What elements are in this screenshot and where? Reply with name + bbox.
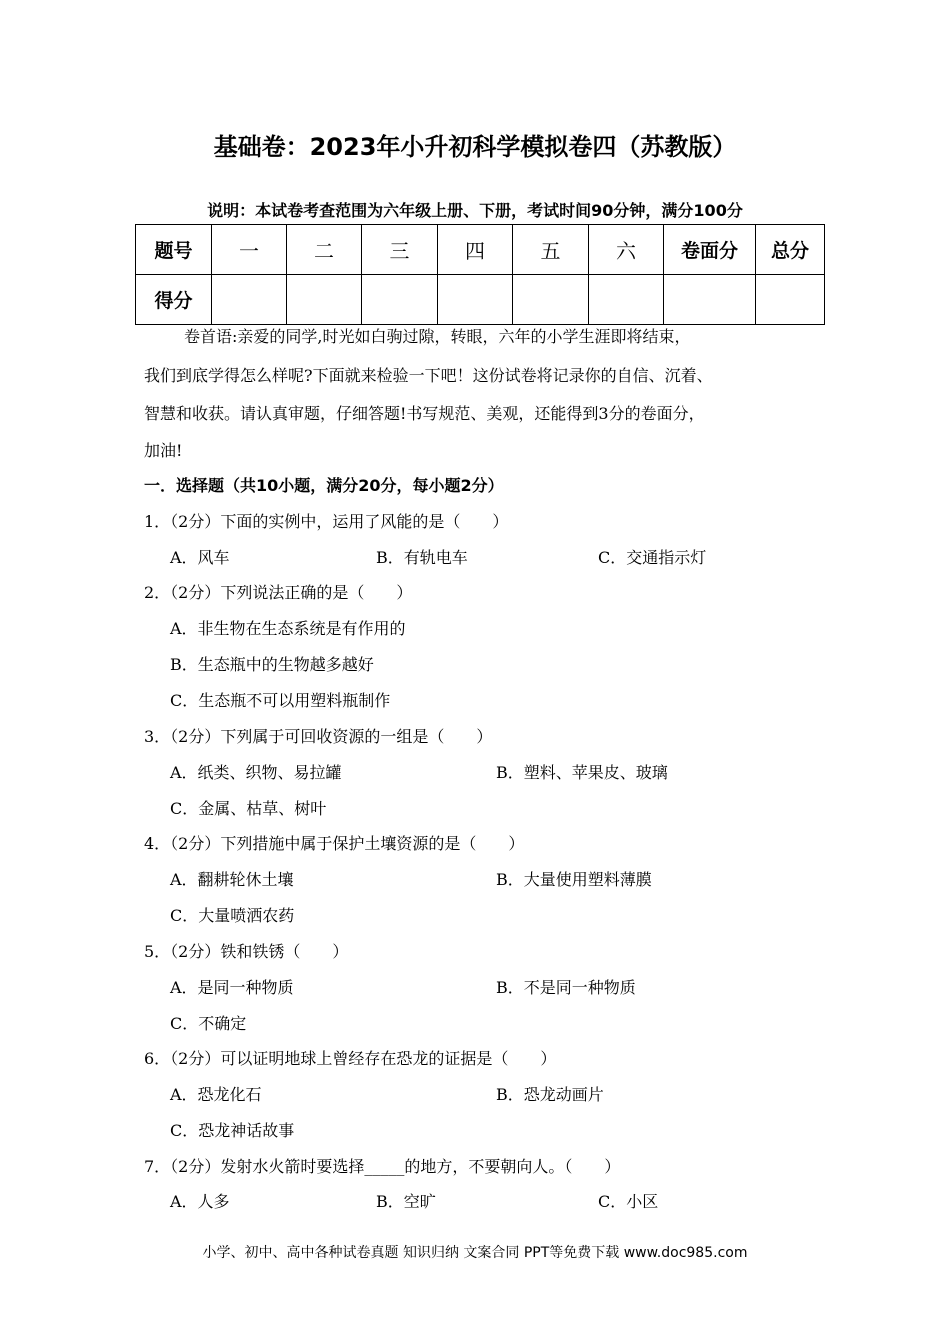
question-6-option-b: B．恐龙动画片 <box>496 1085 604 1104</box>
header-cell-question-number: 题号 <box>136 225 212 275</box>
score-table <box>135 224 825 325</box>
question-2-stem: 2．（2分）下列说法正确的是（ ） <box>144 583 413 602</box>
header-cell-presentation-score: 卷面分 <box>664 225 756 275</box>
question-1-option-c: C．交通指示灯 <box>598 548 707 567</box>
score-cell-section-1 <box>212 275 287 325</box>
score-cell-section-4 <box>438 275 513 325</box>
header-cell-section-3: 三 <box>362 225 438 275</box>
score-table-header-row <box>136 225 825 275</box>
question-4-option-b: B．大量使用塑料薄膜 <box>496 870 652 889</box>
question-1-option-a: A．风车 <box>170 548 230 567</box>
question-5-option-b: B．不是同一种物质 <box>496 978 636 997</box>
question-3-stem: 3．（2分）下列属于可回收资源的一组是（ ） <box>144 727 493 746</box>
question-1-stem: 1．（2分）下面的实例中，运用了风能的是（ ） <box>144 512 509 531</box>
question-7-option-a: A．人多 <box>170 1192 230 1211</box>
foreword-line-1: 卷首语:亲爱的同学,时光如白驹过隙，转眼，六年的小学生涯即将结束， <box>184 327 691 346</box>
page-title: 基础卷：2023年小升初科学模拟卷四（苏教版） <box>213 133 737 161</box>
question-4-stem: 4．（2分）下列措施中属于保护土壤资源的是（ ） <box>144 834 525 853</box>
question-5-stem: 5．（2分）铁和铁锈（ ） <box>144 942 349 961</box>
score-cell-section-3 <box>362 275 438 325</box>
question-3-option-b: B．塑料、苹果皮、玻璃 <box>496 763 668 782</box>
question-6-option-a: A．恐龙化石 <box>170 1085 262 1104</box>
header-cell-section-5: 五 <box>513 225 589 275</box>
score-cell-section-2 <box>287 275 362 325</box>
question-4-option-c: C．大量喷洒农药 <box>170 906 295 925</box>
question-2-option-a: A．非生物在生态系统是有作用的 <box>170 619 406 638</box>
exam-instruction: 说明：本试卷考查范围为六年级上册、下册，考试时间90分钟，满分100分 <box>207 201 743 220</box>
header-cell-total-score: 总分 <box>756 225 825 275</box>
question-3-option-c: C．金属、枯草、树叶 <box>170 799 327 818</box>
question-6-option-c: C．恐龙神话故事 <box>170 1121 295 1140</box>
question-5-option-a: A．是同一种物质 <box>170 978 294 997</box>
score-row-label: 得分 <box>136 275 212 325</box>
score-cell-section-6 <box>589 275 664 325</box>
foreword-line-2: 我们到底学得怎么样呢?下面就来检验一下吧！这份试卷将记录你的自信、沉着、 <box>144 366 713 385</box>
page-footer: 小学、初中、高中各种试卷真题 知识归纳 文案合同 PPT等免费下载 www.doc985.com <box>202 1245 748 1261</box>
foreword-line-3: 智慧和收获。请认真审题，仔细答题!书写规范、美观，还能得到3分的卷面分， <box>144 404 705 423</box>
header-cell-section-6: 六 <box>589 225 664 275</box>
question-2-option-b: B．生态瓶中的生物越多越好 <box>170 655 374 674</box>
question-3-option-a: A．纸类、织物、易拉罐 <box>170 763 342 782</box>
header-cell-section-4: 四 <box>438 225 513 275</box>
score-cell-total <box>756 275 825 325</box>
score-cell-section-5 <box>513 275 589 325</box>
header-cell-section-2: 二 <box>287 225 362 275</box>
header-cell-section-1: 一 <box>212 225 287 275</box>
question-2-option-c: C．生态瓶不可以用塑料瓶制作 <box>170 691 391 710</box>
foreword-line-4: 加油! <box>144 441 183 460</box>
section-1-heading: 一．选择题（共10小题，满分20分，每小题2分） <box>144 476 504 495</box>
question-6-stem: 6．（2分）可以证明地球上曾经存在恐龙的证据是（ ） <box>144 1049 557 1068</box>
score-table-score-row <box>136 275 825 325</box>
score-cell-presentation <box>664 275 756 325</box>
question-1-option-b: B．有轨电车 <box>376 548 468 567</box>
question-7-stem: 7．（2分）发射水火箭时要选择_____的地方，不要朝向人。（ ） <box>144 1157 621 1176</box>
question-7-option-b: B．空旷 <box>376 1192 436 1211</box>
question-4-option-a: A．翻耕轮休土壤 <box>170 870 294 889</box>
question-5-option-c: C．不确定 <box>170 1014 247 1033</box>
question-7-option-c: C．小区 <box>598 1192 659 1211</box>
